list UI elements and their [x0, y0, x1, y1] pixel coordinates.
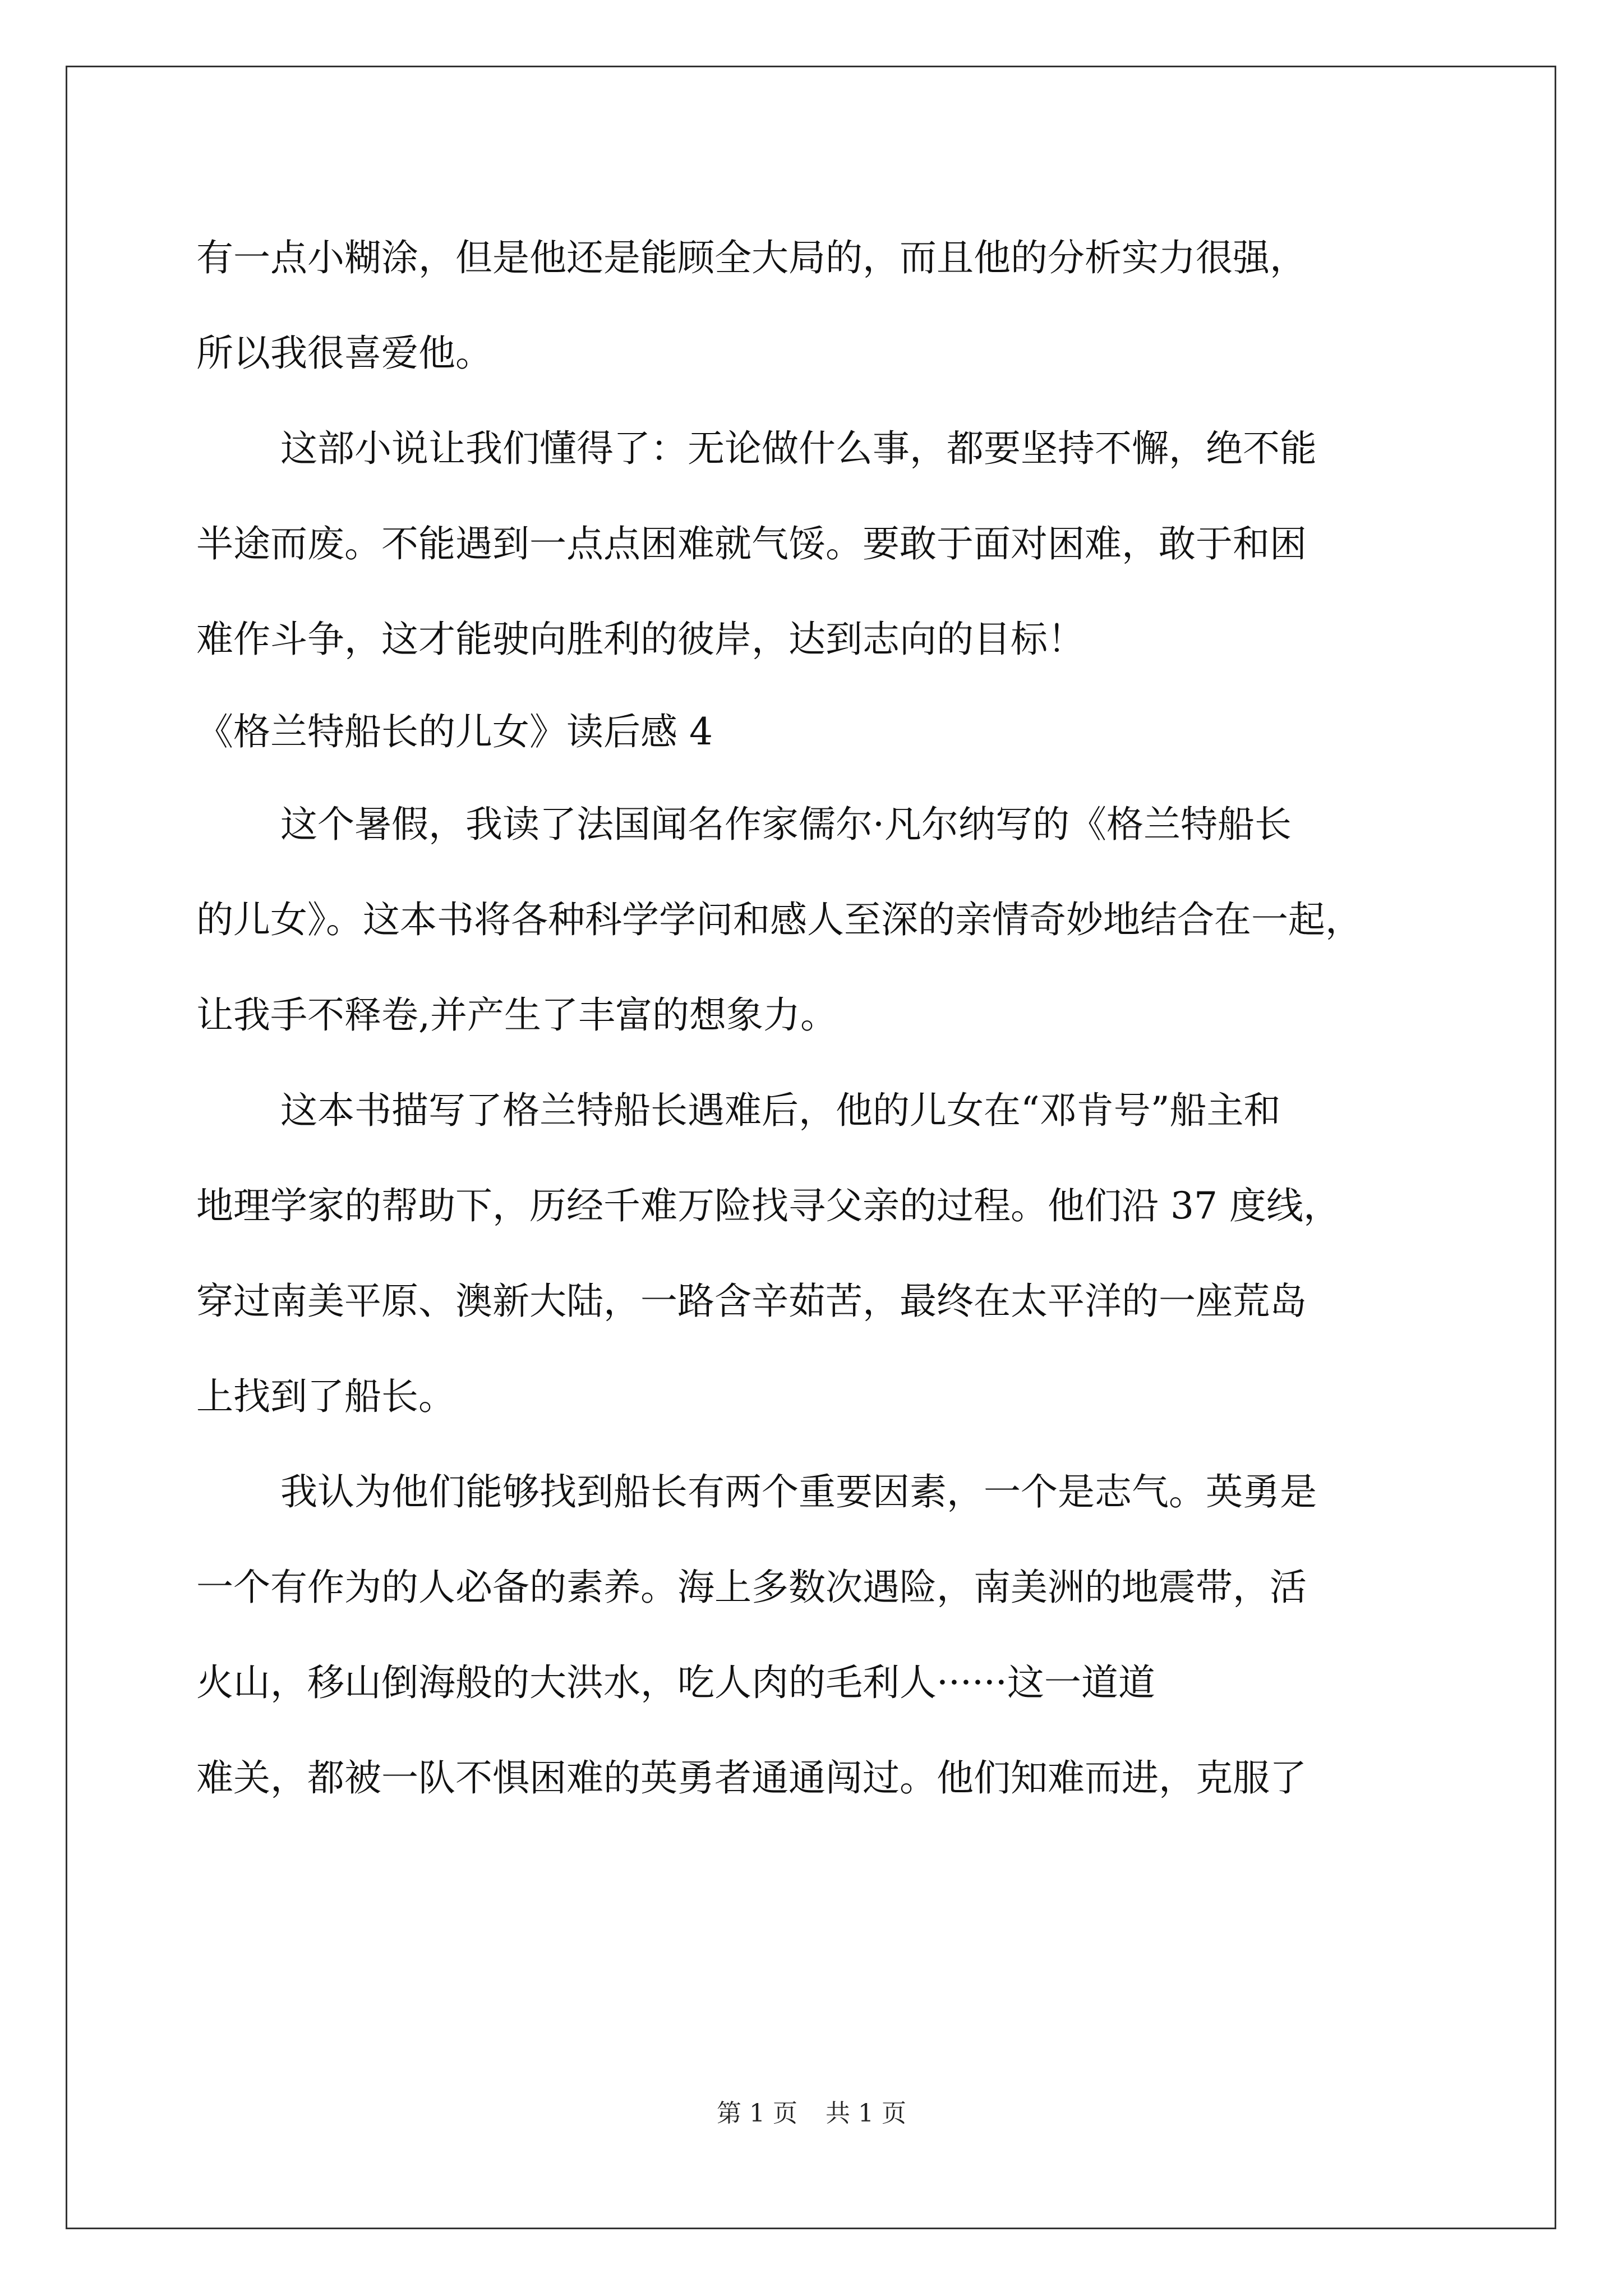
- text-line: 难作斗争，这才能驶向胜利的彼岸，达到志向的目标！: [196, 618, 1085, 661]
- page-number-total: 共 1 页: [826, 2099, 906, 2128]
- text-line: 上找到了船长。: [196, 1375, 455, 1418]
- document-body: [196, 210, 1436, 1826]
- text-line: 难关，都被一队不惧困难的英勇者通通闯过。他们知难而进，克服了: [196, 1756, 1307, 1800]
- text-line: 穿过南美平原、澳新大陆，一路含辛茹苦，最终在太平洋的一座荒岛: [196, 1280, 1307, 1323]
- paragraph-start-line: 这个暑假，我读了法国闻名作家儒尔·凡尔纳写的《格兰特船长: [280, 803, 1292, 846]
- text-line: 的儿女》。这本书将各种科学学问和感人至深的亲情奇妙地结合在一起，: [196, 898, 1362, 941]
- text-line: 所以我很喜爱他。: [196, 332, 492, 375]
- text-line: 一个有作为的人必备的素养。海上多数次遇险，南美洲的地震带，活: [196, 1566, 1307, 1609]
- text-line: 半途而废。不能遇到一点点困难就气馁。要敢于面对困难，敢于和困: [196, 522, 1307, 565]
- text-line: 火山，移山倒海般的大洪水，吃人肉的毛利人······这一道道: [196, 1661, 1155, 1704]
- paragraph-start-line: 这部小说让我们懂得了：无论做什么事，都要坚持不懈，绝不能: [280, 427, 1317, 470]
- text-line: 让我手不释卷,并产生了丰富的想象力。: [196, 993, 837, 1037]
- paragraph-start-line: 我认为他们能够找到船长有两个重要因素，一个是志气。英勇是: [280, 1470, 1317, 1513]
- page-number-current: 第 1 页: [717, 2099, 797, 2128]
- section-title: 《格兰特船长的儿女》读后感 4: [196, 710, 713, 753]
- text-line: 地理学家的帮助下，历经千难万险找寻父亲的过程。他们沿 37 度线，: [196, 1184, 1340, 1227]
- page-footer: [0, 2097, 1623, 2131]
- text-line: 有一点小糊涂，但是他还是能顾全大局的，而且他的分析实力很强，: [196, 236, 1307, 279]
- paragraph-start-line: 这本书描写了格兰特船长遇难后，他的儿女在“邓肯号”船主和: [280, 1089, 1281, 1132]
